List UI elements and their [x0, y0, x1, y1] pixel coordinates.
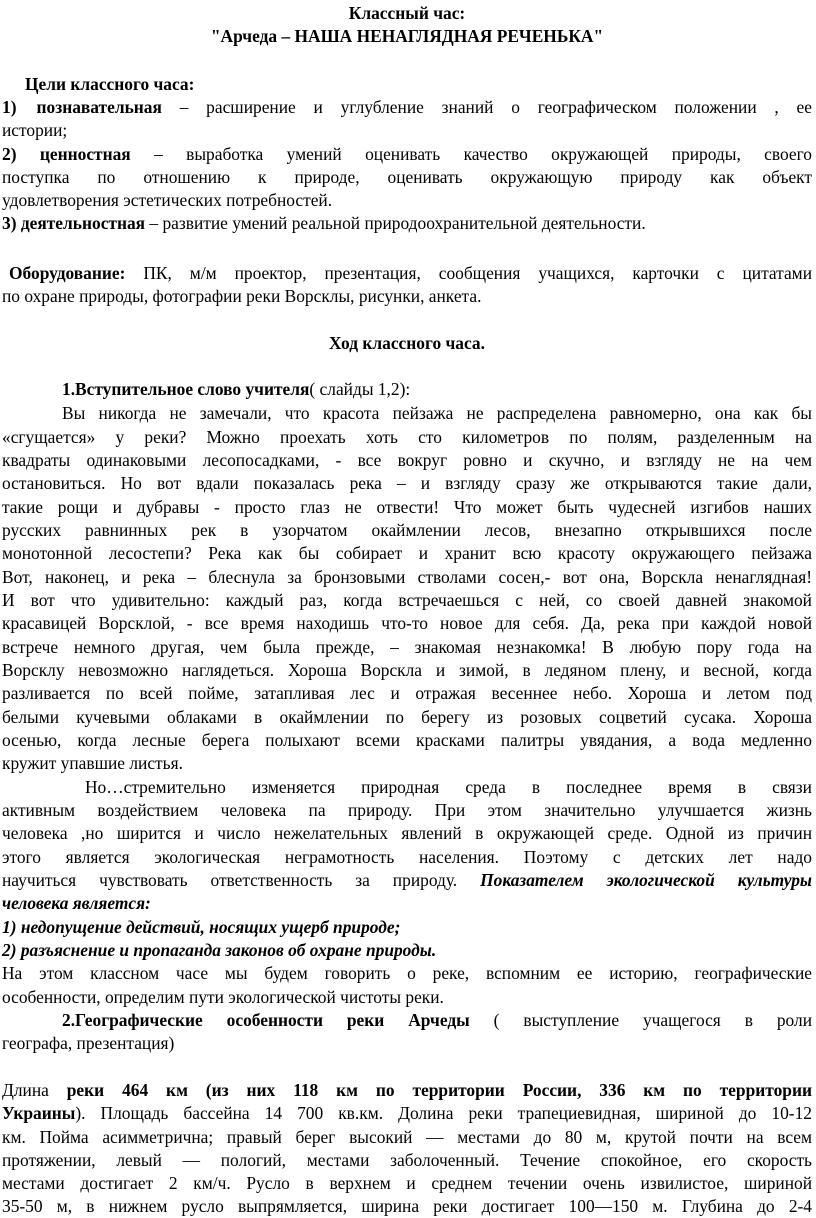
intro-line: такие рощи и дубравы - просто глаз не отвести! Что может быть чудесней изгибов наших: [2, 497, 812, 517]
intro-line: разливается по всей пойме, затапливая лес и отражая весеннее небо. Хороша и летом под: [2, 683, 812, 703]
goal-2-label: 2) ценностная: [2, 144, 131, 164]
goal-1-line-2: истории;: [2, 120, 68, 140]
river-facts-text: ). Площадь бассейна 14 700 кв.км. Долина реки трапециевидная, шириной до 10-12: [75, 1103, 812, 1123]
goal-3-label: 3) деятельностная: [2, 213, 146, 233]
equipment-line-1: [9, 262, 812, 285]
goal-1-text: – расширение и углубление знаний о географическом положении , ее: [161, 97, 812, 117]
river-facts-line: [2, 1079, 812, 1102]
section-2-note: ( выступление учащегося в роли: [469, 1010, 813, 1030]
river-facts-line: [2, 1102, 812, 1125]
ecology-text: научиться чувствовать ответственность за природу.: [2, 870, 481, 890]
intro-line: И вот что удивительно: каждый раз, когда встречаешься с ней, со своей давней знакомой: [2, 590, 812, 610]
goal-1-line-1: [2, 96, 812, 119]
intro-line: монотонной лесостепи? Река как бы собирает и хранит всю красоту окружающего пейзажа: [2, 543, 812, 563]
plan-line-1: На этом классном часе мы будем говорить о реке, вспомним ее историю, географические: [2, 963, 812, 983]
intro-line: встрече немного другая, чем была прежде, – знакомая незнакомка! В любую пору года на: [2, 637, 812, 657]
goal-2-line-3: удовлетворения эстетических потребностей.: [2, 190, 333, 210]
intro-line: русских равнинных рек в узорчатом окаймлении лесов, внезапно открывшихся после: [2, 520, 812, 540]
progress-heading: Ход классного часа.: [329, 333, 485, 353]
section-2-heading: [62, 1009, 812, 1032]
goal-2-line-1: [2, 143, 812, 166]
river-facts-line: протяжении, левый — пологий, местами заболоченный. Течение спокойное, его скорость: [2, 1150, 812, 1170]
ecology-line: [2, 869, 812, 892]
goal-1-number: 1): [2, 97, 17, 117]
ecology-culture-emphasis-end: человека является:: [2, 893, 151, 913]
intro-line: Ворсклу невозможно наглядеться. Хороша Ворскла и зимой, в ледяном плену, и весной, когда: [2, 660, 812, 680]
river-facts-line: местами достигает 2 км/ч. Русло в верхнем и среднем течении очень извилистое, шириной: [2, 1173, 812, 1193]
intro-line: белыми кучевыми облаками в окаймлении по берегу из розовых соцветий сусака. Хороша: [2, 707, 812, 727]
river-facts-line: 35-50 м, в нижнем русло выпрямляется, ширина реки достигает 100—150 м. Глубина до 2-4: [2, 1196, 812, 1216]
goal-3-text: – развитие умений реальной природоохранительной деятельности.: [145, 213, 646, 233]
equipment-text: ПК, м/м проектор, презентация, сообщения учащихся, карточки с цитатами: [125, 263, 812, 283]
ecology-line: этого является экологическая неграмотность населения. Поэтому с детских лет надо: [2, 847, 812, 867]
goals-heading: Цели классного часа:: [25, 74, 195, 94]
section-2-title: 2.Географические особенности реки Арчеды: [62, 1010, 470, 1030]
intro-line: квадраты одинаковыми лесопосадками, - все вокруг ровно и скучно, и взгляду не на чем: [2, 450, 812, 470]
ecology-line: активным воздействием человека па природу. При этом значительно улучшается жизнь: [2, 800, 812, 820]
river-length-end: Украины: [2, 1103, 76, 1123]
ecology-line: человека ,но ширится и число нежелательных явлений в окружающей среде. Одной из причин: [2, 823, 812, 843]
goal-3-line: [2, 212, 812, 235]
section-1-heading: [62, 378, 816, 401]
intro-line: «сгущается» у реки? Можно проехать хоть сто километров по полям, разделенным на: [2, 427, 812, 447]
section-1-title: 1.Вступительное слово учителя: [62, 379, 310, 399]
intro-line: кружит упавшие листья.: [2, 753, 183, 773]
intro-line: осенью, когда лесные берега полыхают всеми красками палитры увядания, а вода медленно: [2, 730, 812, 750]
ecology-culture-emphasis: Показателем экологической культуры: [480, 870, 812, 890]
culture-list-item-2: 2) разъяснение и пропаганда законов об охране природы.: [2, 940, 437, 960]
river-facts-line: км. Пойма асимметрична; правый берег высокий — местами до 80 м, крутой почти на всем: [2, 1127, 812, 1147]
section-1-note: ( слайды 1,2):: [309, 379, 411, 399]
goal-1-label: познавательная: [36, 97, 162, 117]
ecology-line: Но…стремительно изменяется природная среда в последнее время в связи: [85, 777, 812, 797]
doc-subtitle: "Арчеда – НАША НЕНАГЛЯДНАЯ РЕЧЕНЬКА": [210, 26, 604, 46]
plan-line-2: особенности, определим пути экологической чистоты реки.: [2, 987, 444, 1007]
goal-2-text: – выработка умений оценивать качество окружающей природы, своего: [130, 144, 812, 164]
river-facts-text: Длина: [2, 1080, 67, 1100]
intro-line: красавицей Ворсклой, - все время находишь что-то новое для себя. Да, река при каждой новой: [2, 613, 812, 633]
equipment-line-2: по охране природы, фотографии реки Ворсклы, рисунки, анкета.: [2, 286, 482, 306]
intro-line: Вот, наконец, и река – блеснула за бронзовыми стволами сосен,- вот она, Ворскла ненаглядная!: [2, 567, 812, 587]
doc-title: Классный час:: [348, 3, 466, 23]
goal-2-line-2: поступка по отношению к природе, оценивать окружающую природу как объект: [2, 167, 812, 187]
section-2-note-line-2: географа, презентация): [2, 1033, 175, 1053]
culture-list-item-1: 1) недопущение действий, носящих ущерб природе;: [2, 917, 401, 937]
intro-line: остановиться. Но вот вдали показалась река – и взгляду сразу же открываются такие дали,: [2, 473, 812, 493]
river-length: реки 464 км (из них 118 км по территории России, 336 км по территории: [66, 1080, 812, 1100]
equipment-label: Оборудование:: [9, 263, 126, 283]
intro-line: Вы никогда не замечали, что красота пейзажа не распределена равномерно, она как бы: [62, 403, 812, 423]
